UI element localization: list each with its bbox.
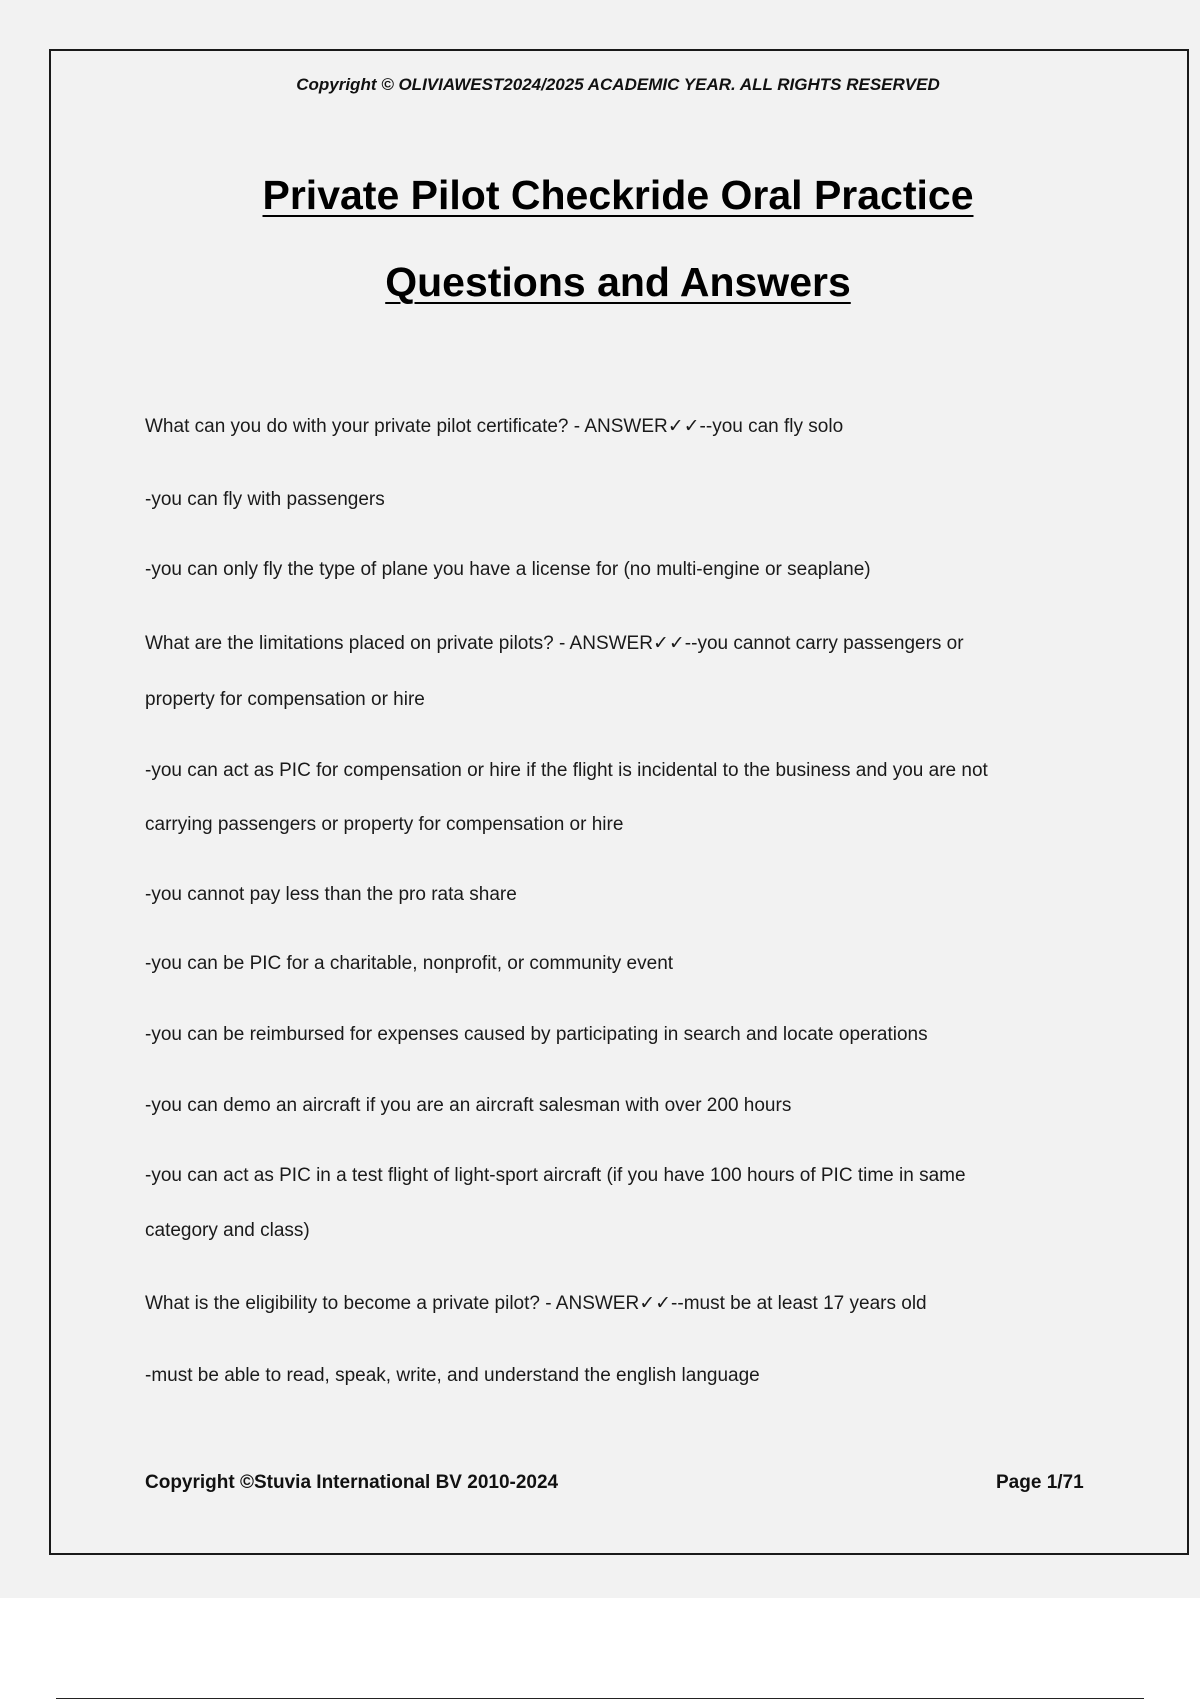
- body-line: -you can fly with passengers: [145, 489, 385, 510]
- footer-copyright: Copyright ©Stuvia International BV 2010-2024: [145, 1472, 559, 1493]
- body-line: -you can act as PIC for compensation or hire if the flight is incidental to the business and you are not: [145, 760, 988, 781]
- header-copyright: Copyright © OLIVIAWEST2024/2025 ACADEMIC YEAR. ALL RIGHTS RESERVED: [296, 75, 940, 94]
- body-line: category and class): [145, 1220, 310, 1241]
- body-line: -you can demo an aircraft if you are an aircraft salesman with over 200 hours: [145, 1095, 792, 1116]
- body-line: -you can be PIC for a charitable, nonprofit, or community event: [145, 953, 674, 974]
- page-number: Page 1/71: [996, 1472, 1084, 1493]
- document-title-line-2: Questions and Answers: [385, 259, 851, 305]
- body-line: -you can act as PIC in a test flight of light-sport aircraft (if you have 100 hours of PIC time in same: [145, 1165, 966, 1186]
- body-line: What are the limitations placed on private pilots? - ANSWER✓✓--you cannot carry passengers or: [145, 633, 964, 654]
- body-line: carrying passengers or property for compensation or hire: [145, 814, 624, 835]
- body-line: -you cannot pay less than the pro rata share: [145, 884, 517, 905]
- body-line: -you can be reimbursed for expenses caused by participating in search and locate operations: [145, 1024, 928, 1045]
- body-line: What is the eligibility to become a private pilot? - ANSWER✓✓--must be at least 17 years old: [145, 1293, 927, 1314]
- body-line: -you can only fly the type of plane you have a license for (no multi-engine or seaplane): [145, 559, 871, 580]
- body-line: -must be able to read, speak, write, and understand the english language: [145, 1365, 760, 1386]
- body-line: property for compensation or hire: [145, 689, 425, 710]
- document-title-line-1: Private Pilot Checkride Oral Practice: [262, 172, 974, 218]
- bottom-divider: [56, 1698, 1144, 1699]
- body-line: What can you do with your private pilot certificate? - ANSWER✓✓--you can fly solo: [145, 416, 844, 437]
